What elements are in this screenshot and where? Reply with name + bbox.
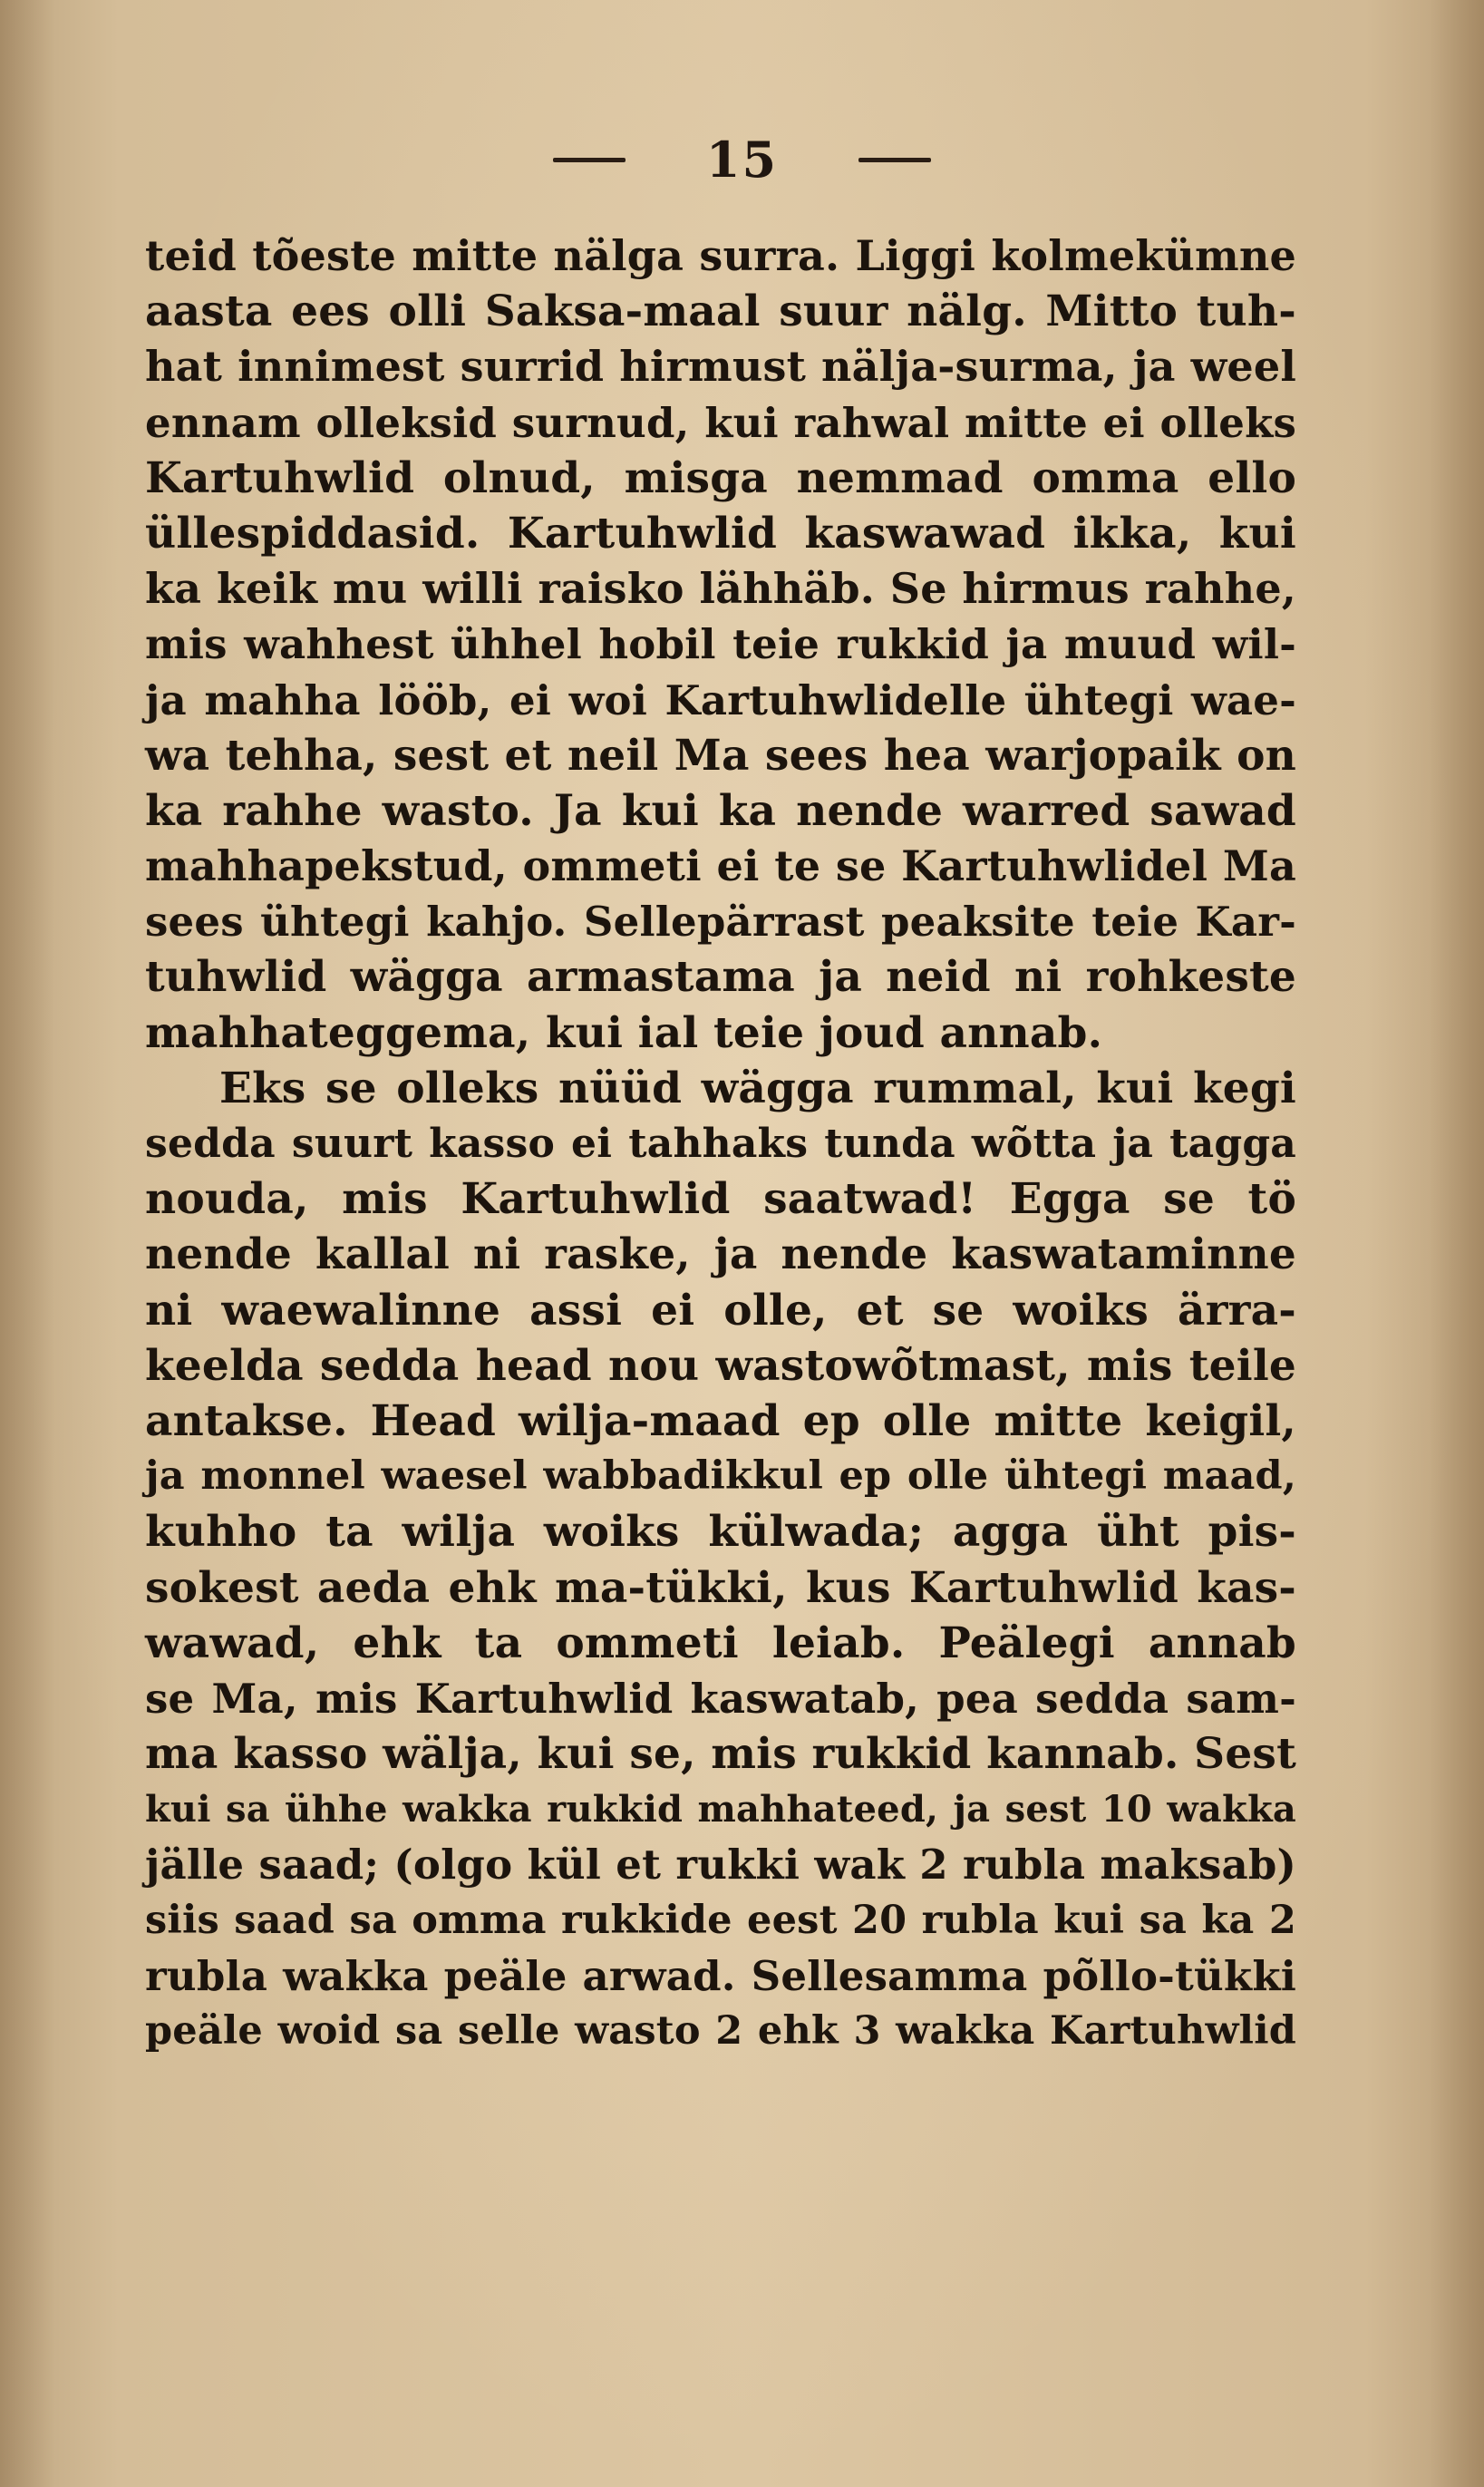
- text-line: hat innimest surrid hirmust nälja-surma, ja weel: [145, 342, 1296, 392]
- body-text: [145, 228, 1296, 2059]
- page-number: 15: [705, 131, 779, 189]
- text-line: ni waewalinne assi ei olle, et se woiks ärra-: [145, 1285, 1296, 1336]
- page-edge-shadow-left: [0, 0, 54, 2487]
- text-line: ja monnel waesel wabbadikkul ep olle ühtegi maad,: [145, 1453, 1296, 1500]
- header-rule-left: [553, 158, 626, 162]
- header-rule-right: [858, 158, 931, 162]
- text-line: tuhwlid wägga armastama ja neid ni rohkeste: [145, 952, 1296, 1003]
- text-line: se Ma, mis Kartuhwlid kaswatab, pea sedda sam-: [145, 1674, 1296, 1723]
- text-line: jälle saad; (olgo kül et rukki wak 2 rubla maksab): [145, 1841, 1296, 1890]
- page-header: [0, 127, 1484, 189]
- text-line: antakse. Head wilja-maad ep olle mitte keigil,: [145, 1395, 1296, 1446]
- text-line-paragraph-end: mahhateggema, kui ial teie joud annab.: [145, 1007, 1103, 1058]
- text-line: wawad, ehk ta ommeti leiab. Peälegi annab: [145, 1618, 1296, 1668]
- text-line: kui sa ühhe wakka rukkid mahhateed, ja sest 10 wakka: [145, 1788, 1296, 1831]
- text-line: kuhho ta wilja woiks külwada; agga üht pis-: [145, 1507, 1296, 1558]
- text-line: nende kallal ni raske, ja nende kaswataminne: [145, 1229, 1296, 1280]
- text-line: aasta ees olli Saksa-maal suur nälg. Mitto tuh-: [145, 287, 1296, 337]
- text-line: sees ühtegi kahjo. Sellepärrast peaksite teie Kar-: [145, 898, 1296, 947]
- text-line: mis wahhest ühhel hobil teie rukkid ja muud wil-: [145, 620, 1296, 669]
- text-line: ka keik mu willi raisko lähhäb. Se hirmus rahhe,: [145, 564, 1296, 614]
- text-line: sedda suurt kasso ei tahhaks tunda wõtta ja tagga: [145, 1121, 1296, 1167]
- text-line-paragraph-start: Eks se olleks nüüd wägga rummal, kui kegi: [219, 1063, 1296, 1113]
- text-line: üllespiddasid. Kartuhwlid kaswawad ikka, kui: [145, 508, 1296, 559]
- text-line: mahhapekstud, ommeti ei te se Kartuhwlidel Ma: [145, 841, 1296, 891]
- text-line: peäle woid sa selle wasto 2 ehk 3 wakka Kartuhwlid: [145, 2008, 1296, 2054]
- text-line: ma kasso wälja, kui se, mis rukkid kannab. Sest: [145, 1729, 1296, 1780]
- text-line: sokest aeda ehk ma-tükki, kus Kartuhwlid kas-: [145, 1562, 1296, 1613]
- text-line: ja mahha lööb, ei woi Kartuhwlidelle ühtegi wae-: [145, 675, 1296, 724]
- text-line: nouda, mis Kartuhwlid saatwad! Egga se tö: [145, 1174, 1296, 1225]
- text-line: Kartuhwlid olnud, misga nemmad omma ello: [145, 452, 1296, 503]
- text-line: siis saad sa omma rukkide eest 20 rubla kui sa ka 2: [145, 1897, 1296, 1943]
- text-line: keelda sedda head nou wastowõtmast, mis teile: [145, 1340, 1296, 1391]
- text-line: rubla wakka peäle arwad. Sellesamma põllo-tükki: [145, 1951, 1296, 2000]
- page-edge-shadow-right: [1430, 0, 1484, 2487]
- text-line: wa tehha, sest et neil Ma sees hea warjopaik on: [145, 730, 1296, 781]
- text-line: ennam olleksid surnud, kui rahwal mitte ei olleks: [145, 398, 1296, 447]
- text-line: teid tõeste mitte nälga surra. Liggi kolmekümne: [145, 231, 1296, 280]
- text-line: ka rahhe wasto. Ja kui ka nende warred sawad: [145, 785, 1296, 836]
